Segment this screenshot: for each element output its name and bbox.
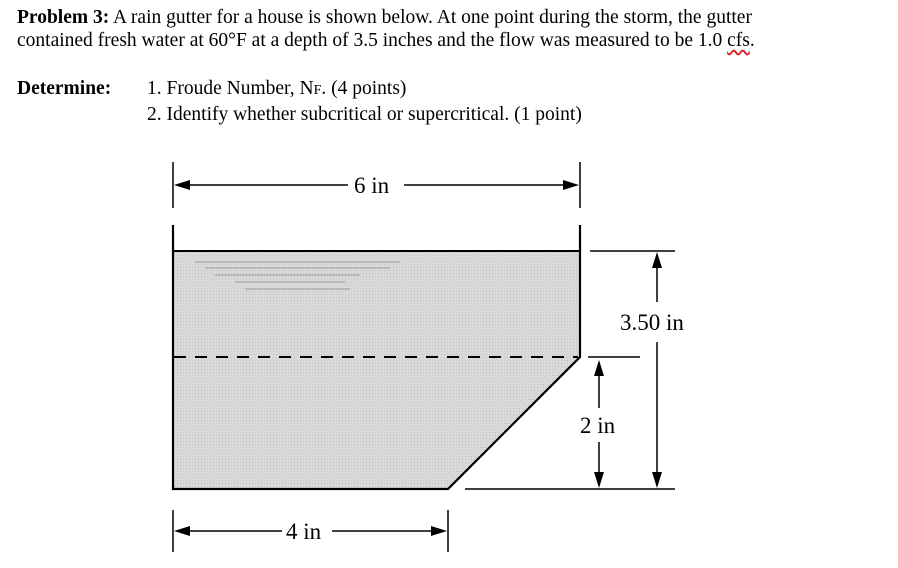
- depth-label: 3.50 in: [620, 310, 684, 335]
- top-width-label: 6 in: [354, 173, 390, 198]
- determine-label: Determine:: [17, 78, 112, 99]
- bottom-width-label: 4 in: [286, 519, 322, 544]
- task-item-2: 2. Identify whether subcritical or supercritical. (1 point): [147, 104, 582, 125]
- task-1-subscript: F: [313, 83, 322, 98]
- problem-text-2-end: .: [749, 30, 755, 51]
- water-cross-section: [173, 251, 580, 489]
- task-1-points: . (4 points): [321, 78, 407, 99]
- task-1-text: 1. Froude Number, N: [147, 78, 314, 99]
- problem-text-2: contained fresh water at 60°F at a depth of 3.5 inches and the flow was measured to be 1.0: [17, 30, 728, 51]
- problem-text-1: A rain gutter for a house is shown below. At one point during the storm, the gutter: [109, 7, 752, 28]
- problem-cfs-unit: cfs: [727, 30, 750, 51]
- slope-height-label: 2 in: [580, 413, 616, 438]
- problem-label: Problem 3:: [17, 7, 110, 28]
